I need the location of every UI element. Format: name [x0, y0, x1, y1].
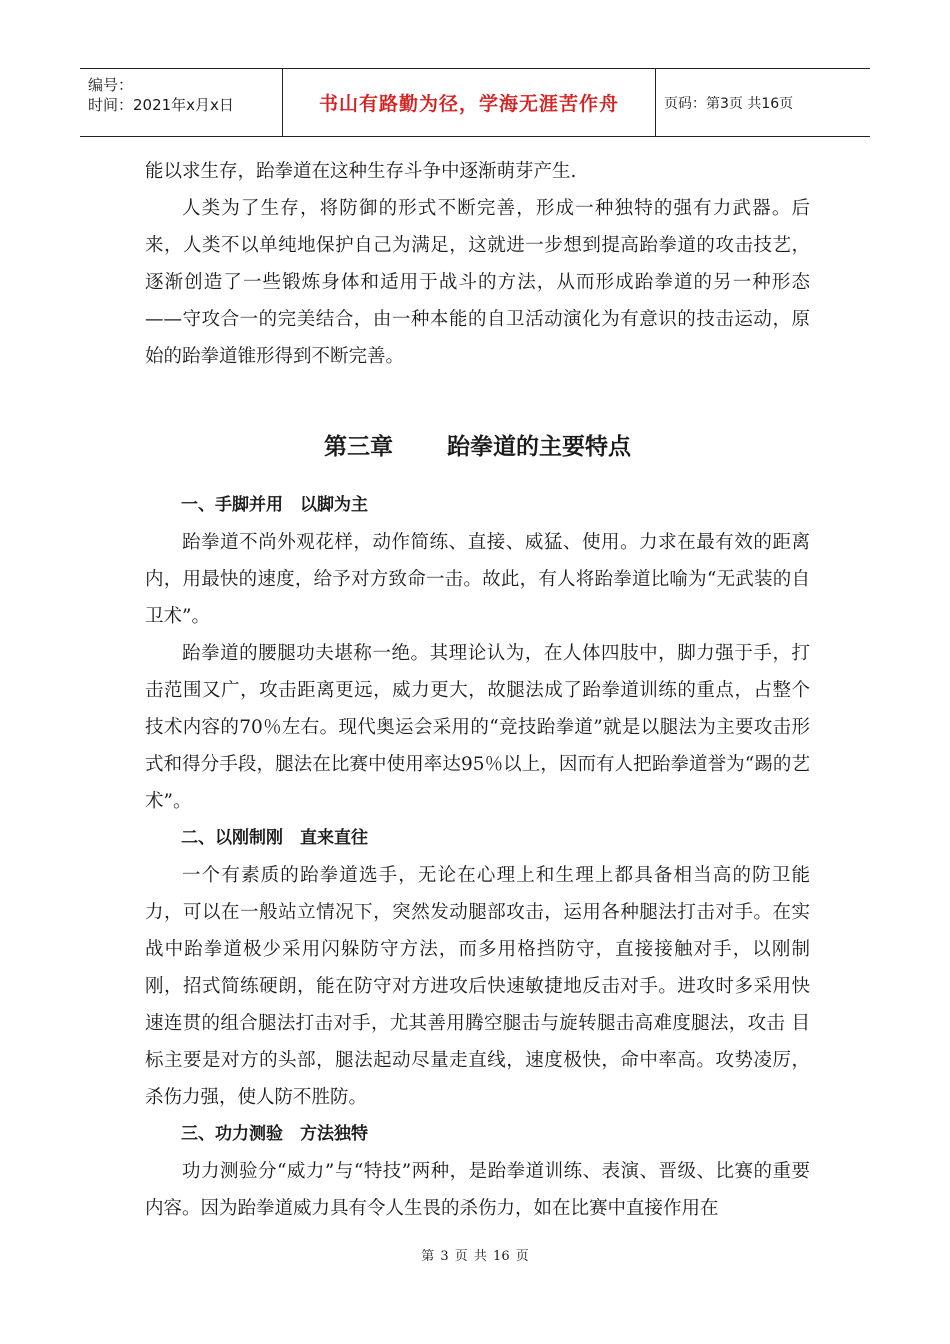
paragraph: 一个有素质的跆拳道选手，无论在心理上和生理上都具备相当高的防卫能力，可以在一般站立情况下，突然发动腿部攻击，运用各种腿法打击对手。在实战中跆拳道极少采用闪躲防守方法，而多用格挡防守，直接接触对手，以刚制刚，招式简练硬朗，能在防守对方进攻后快速敏捷地反击对手。进攻时多采用快速连贯的组合腿法打击对手，尤其善用腾空腿击与旋转腿击高难度腿法，攻击 目标主要是对方的头部，腿法起动尽量走直线，速度极快，命中率高。攻势凌厉，杀伤力强，使人防不胜防。 — [145, 865, 810, 1108]
document-date-label: 时间：2021年x月x日 — [88, 96, 234, 114]
section-heading: 三、功力测验 方法独特 — [181, 1124, 368, 1144]
page-footer: 第 3 页 共 16 页 — [421, 1249, 529, 1264]
chapter-title: 第三章 跆拳道的主要特点 — [323, 434, 631, 460]
page-header — [80, 68, 870, 137]
paragraph: 能以求生存，跆拳道在这种生存斗争中逐渐萌芽产生. — [145, 161, 577, 182]
header-motto: 书山有路勤为径，学海无涯苦作舟 — [282, 69, 656, 136]
paragraph: 人类为了生存，将防御的形式不断完善，形成一种独特的强有力武器。后来，人类不以单纯地保护自己为满足，这就进一步想到提高跆拳道的攻击技艺，逐渐创造了一些锻炼身体和适用于战斗的方法，从而形成跆拳道的另一种形态——守攻合一的完美结合，由一种本能的自卫活动演化为有意识的技击运动，原始的跆拳道锥形得到不断完善。 — [145, 198, 810, 367]
document-number-label: 编号： — [88, 76, 134, 94]
document-body — [145, 153, 810, 1227]
section-heading: 二、以刚制刚 直来直往 — [181, 828, 368, 848]
paragraph: 跆拳道不尚外观花样，动作简练、直接、威猛、使用。力求在最有效的距离内，用最快的速度，给予对方致命一击。故此，有人将跆拳道比喻为“无武装的自卫术”。 — [145, 532, 810, 627]
paragraph: 功力测验分“威力”与“特技”两种，是跆拳道训练、表演、晋级、比赛的重要内容。因为跆拳道威力具有令人生畏的杀伤力，如在比赛中直接作用在 — [145, 1161, 810, 1219]
header-page-label: 页码：第3页 共16页 — [664, 95, 794, 112]
section-heading: 一、手脚并用 以脚为主 — [181, 495, 368, 515]
paragraph: 跆拳道的腰腿功夫堪称一绝。其理论认为，在人体四肢中，脚力强于手，打击范围又广，攻击距离更远，威力更大，故腿法成了跆拳道训练的重点，占整个技术内容的70％左右。现代奥运会采用的“竞技跆拳道”就是以腿法为主要攻击形式和得分手段，腿法在比赛中使用率达95％以上，因而有人把跆拳道誉为“踢的艺术”。 — [145, 643, 810, 812]
header-left-cell — [80, 69, 282, 136]
